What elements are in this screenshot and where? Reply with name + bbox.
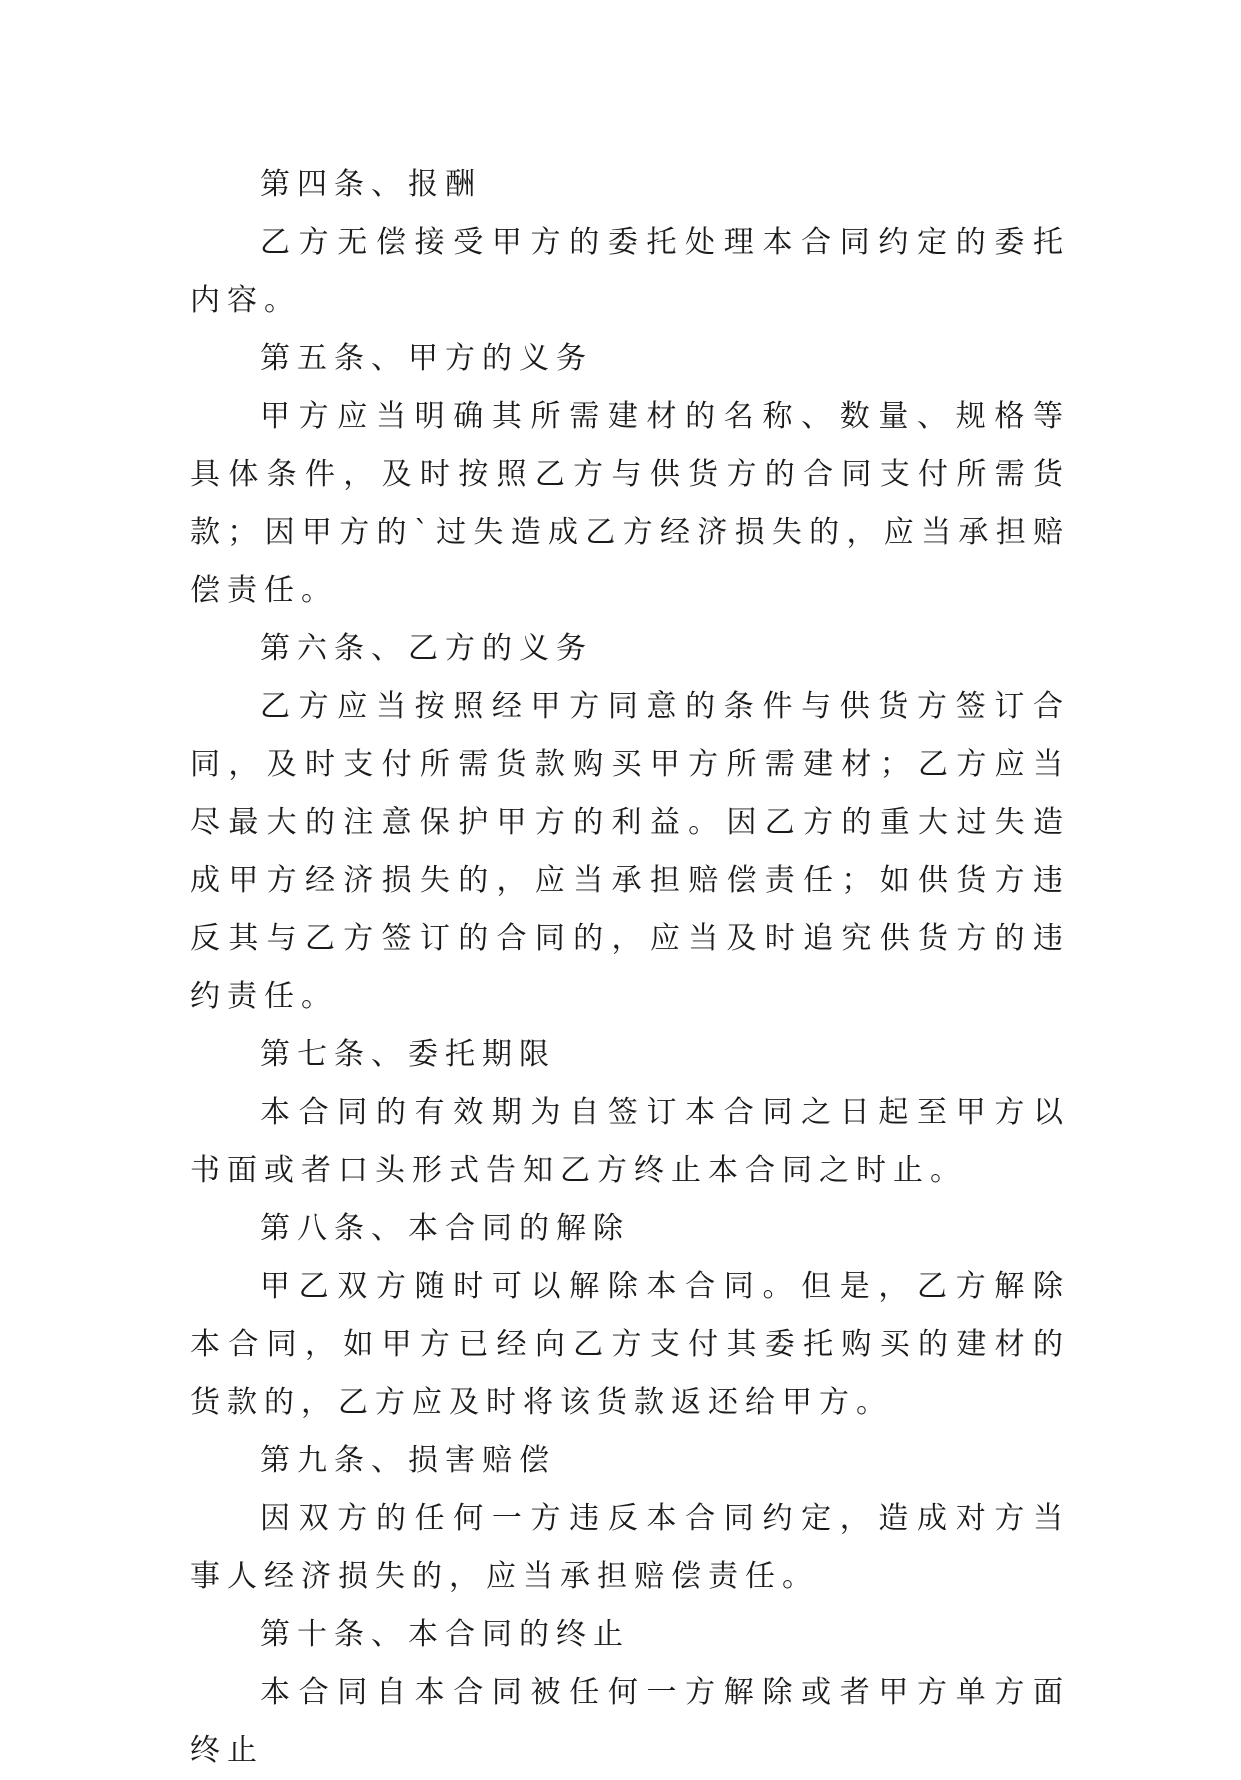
clause-4-text: 乙方无偿接受甲方的委托处理本合同约定的委托内容。 bbox=[190, 225, 1070, 318]
clause-8-text: 甲乙双方随时可以解除本合同。但是，乙方解除本合同，如甲方已经向乙方支付其委托购买的建材的货款的，乙方应及时将该货款返还给甲方。 bbox=[190, 1269, 1070, 1420]
clause-4-heading: 第四条、报酬 bbox=[260, 167, 482, 202]
clause-8-heading: 第八条、本合同的解除 bbox=[260, 1211, 630, 1246]
clause-6-heading: 第六条、乙方的义务 bbox=[260, 631, 593, 666]
clause-6-text: 乙方应当按照经甲方同意的条件与供货方签订合同，及时支付所需货款购买甲方所需建材；乙方应当尽最大的注意保护甲方的利益。因乙方的重大过失造成甲方经济损失的，应当承担赔偿责任；如供货方违反其与乙方签订的合同的，应当及时追究供货方的违约责任。 bbox=[190, 689, 1070, 1014]
document-body bbox=[190, 156, 1070, 1780]
clause-9-text: 因双方的任何一方违反本合同约定，造成对方当事人经济损失的，应当承担赔偿责任。 bbox=[190, 1501, 1070, 1594]
clause-5-text: 甲方应当明确其所需建材的名称、数量、规格等具体条件，及时按照乙方与供货方的合同支付所需货款；因甲方的`过失造成乙方经济损失的，应当承担赔偿责任。 bbox=[190, 399, 1070, 608]
clause-9-heading: 第九条、损害赔偿 bbox=[260, 1443, 556, 1478]
clause-5-heading: 第五条、甲方的义务 bbox=[260, 341, 593, 376]
clause-10-text: 本合同自本合同被任何一方解除或者甲方单方面终止 bbox=[190, 1675, 1070, 1768]
clause-7-text: 本合同的有效期为自签订本合同之日起至甲方以书面或者口头形式告知乙方终止本合同之时止。 bbox=[190, 1095, 1070, 1188]
clause-10-heading: 第十条、本合同的终止 bbox=[260, 1617, 630, 1652]
clause-7-heading: 第七条、委托期限 bbox=[260, 1037, 556, 1072]
